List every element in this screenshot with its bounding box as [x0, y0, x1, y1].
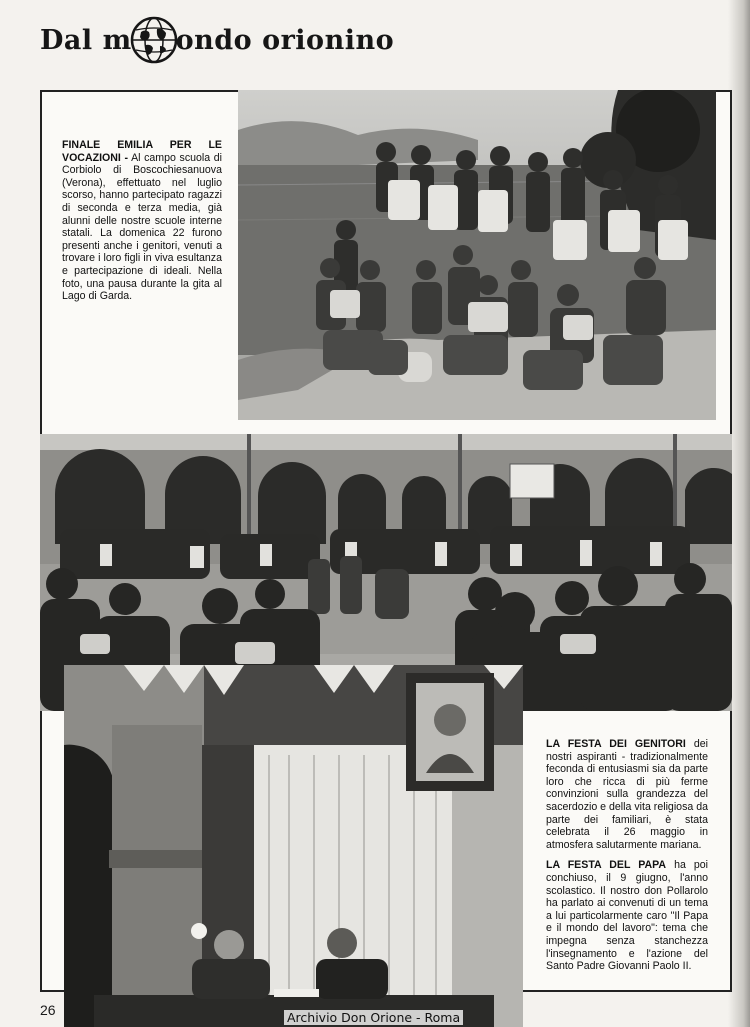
page-number: 26	[40, 1002, 56, 1018]
article-1-heading: FINALE EMILIA PER LE VOCAZIONI -	[62, 139, 222, 164]
photo-group-lake-garda	[238, 90, 716, 420]
article-2-heading: LA FESTA DEI GENITORI	[546, 738, 686, 750]
article-festa-genitori-papa	[546, 738, 708, 981]
article-finale-emilia	[62, 139, 222, 303]
page-header	[40, 14, 394, 66]
article-2-body: dei nostri aspiranti - tradizionalmente feconda di entusiasmi sia da parte loro che ricca di più ferme convinzioni sulla grandezza del sacerdozio e della vita religiosa da parte dei familiari, è stata celebrata il 26 maggio in atmosfera salutarmente mariana.	[546, 738, 708, 851]
article-3-body: ha poi conchiuso, il 9 giugno, l'anno scolastico. Il nostro don Pollarolo ha parlato ai convenuti di un tema a lui particolarmente caro "Il Papa e il mondo del lavoro": tema che impegna senza stanchezza l'insegnamento e l'azione del Santo Padre Giovanni Paolo II.	[546, 859, 708, 973]
article-2-paragraph	[546, 738, 708, 851]
globe-icon	[130, 16, 178, 64]
article-3-paragraph	[546, 859, 708, 972]
archive-watermark: Archivio Don Orione - Roma	[284, 1010, 463, 1025]
photo-festa-del-papa	[64, 665, 523, 1027]
article-1-body: Al campo scuola di Corbiolo di Boscochiesanuova (Verona), effettuato nel luglio scorso, hanno partecipato ragazzi di seconda e terza media, già alunni delle nostre scuole interne statali. La domenica 22 furono presenti anche i genitori, venuti a trovare i loro figli in viva esultanza e partecipazione di ideali. Nella foto, una pausa durante la gita al Lago di Garda.	[62, 151, 223, 303]
header-title-part1: Dal m	[40, 24, 132, 56]
article-3-heading: LA FESTA DEL PAPA	[546, 859, 667, 872]
header-title-part2: ondo orionino	[175, 24, 395, 56]
